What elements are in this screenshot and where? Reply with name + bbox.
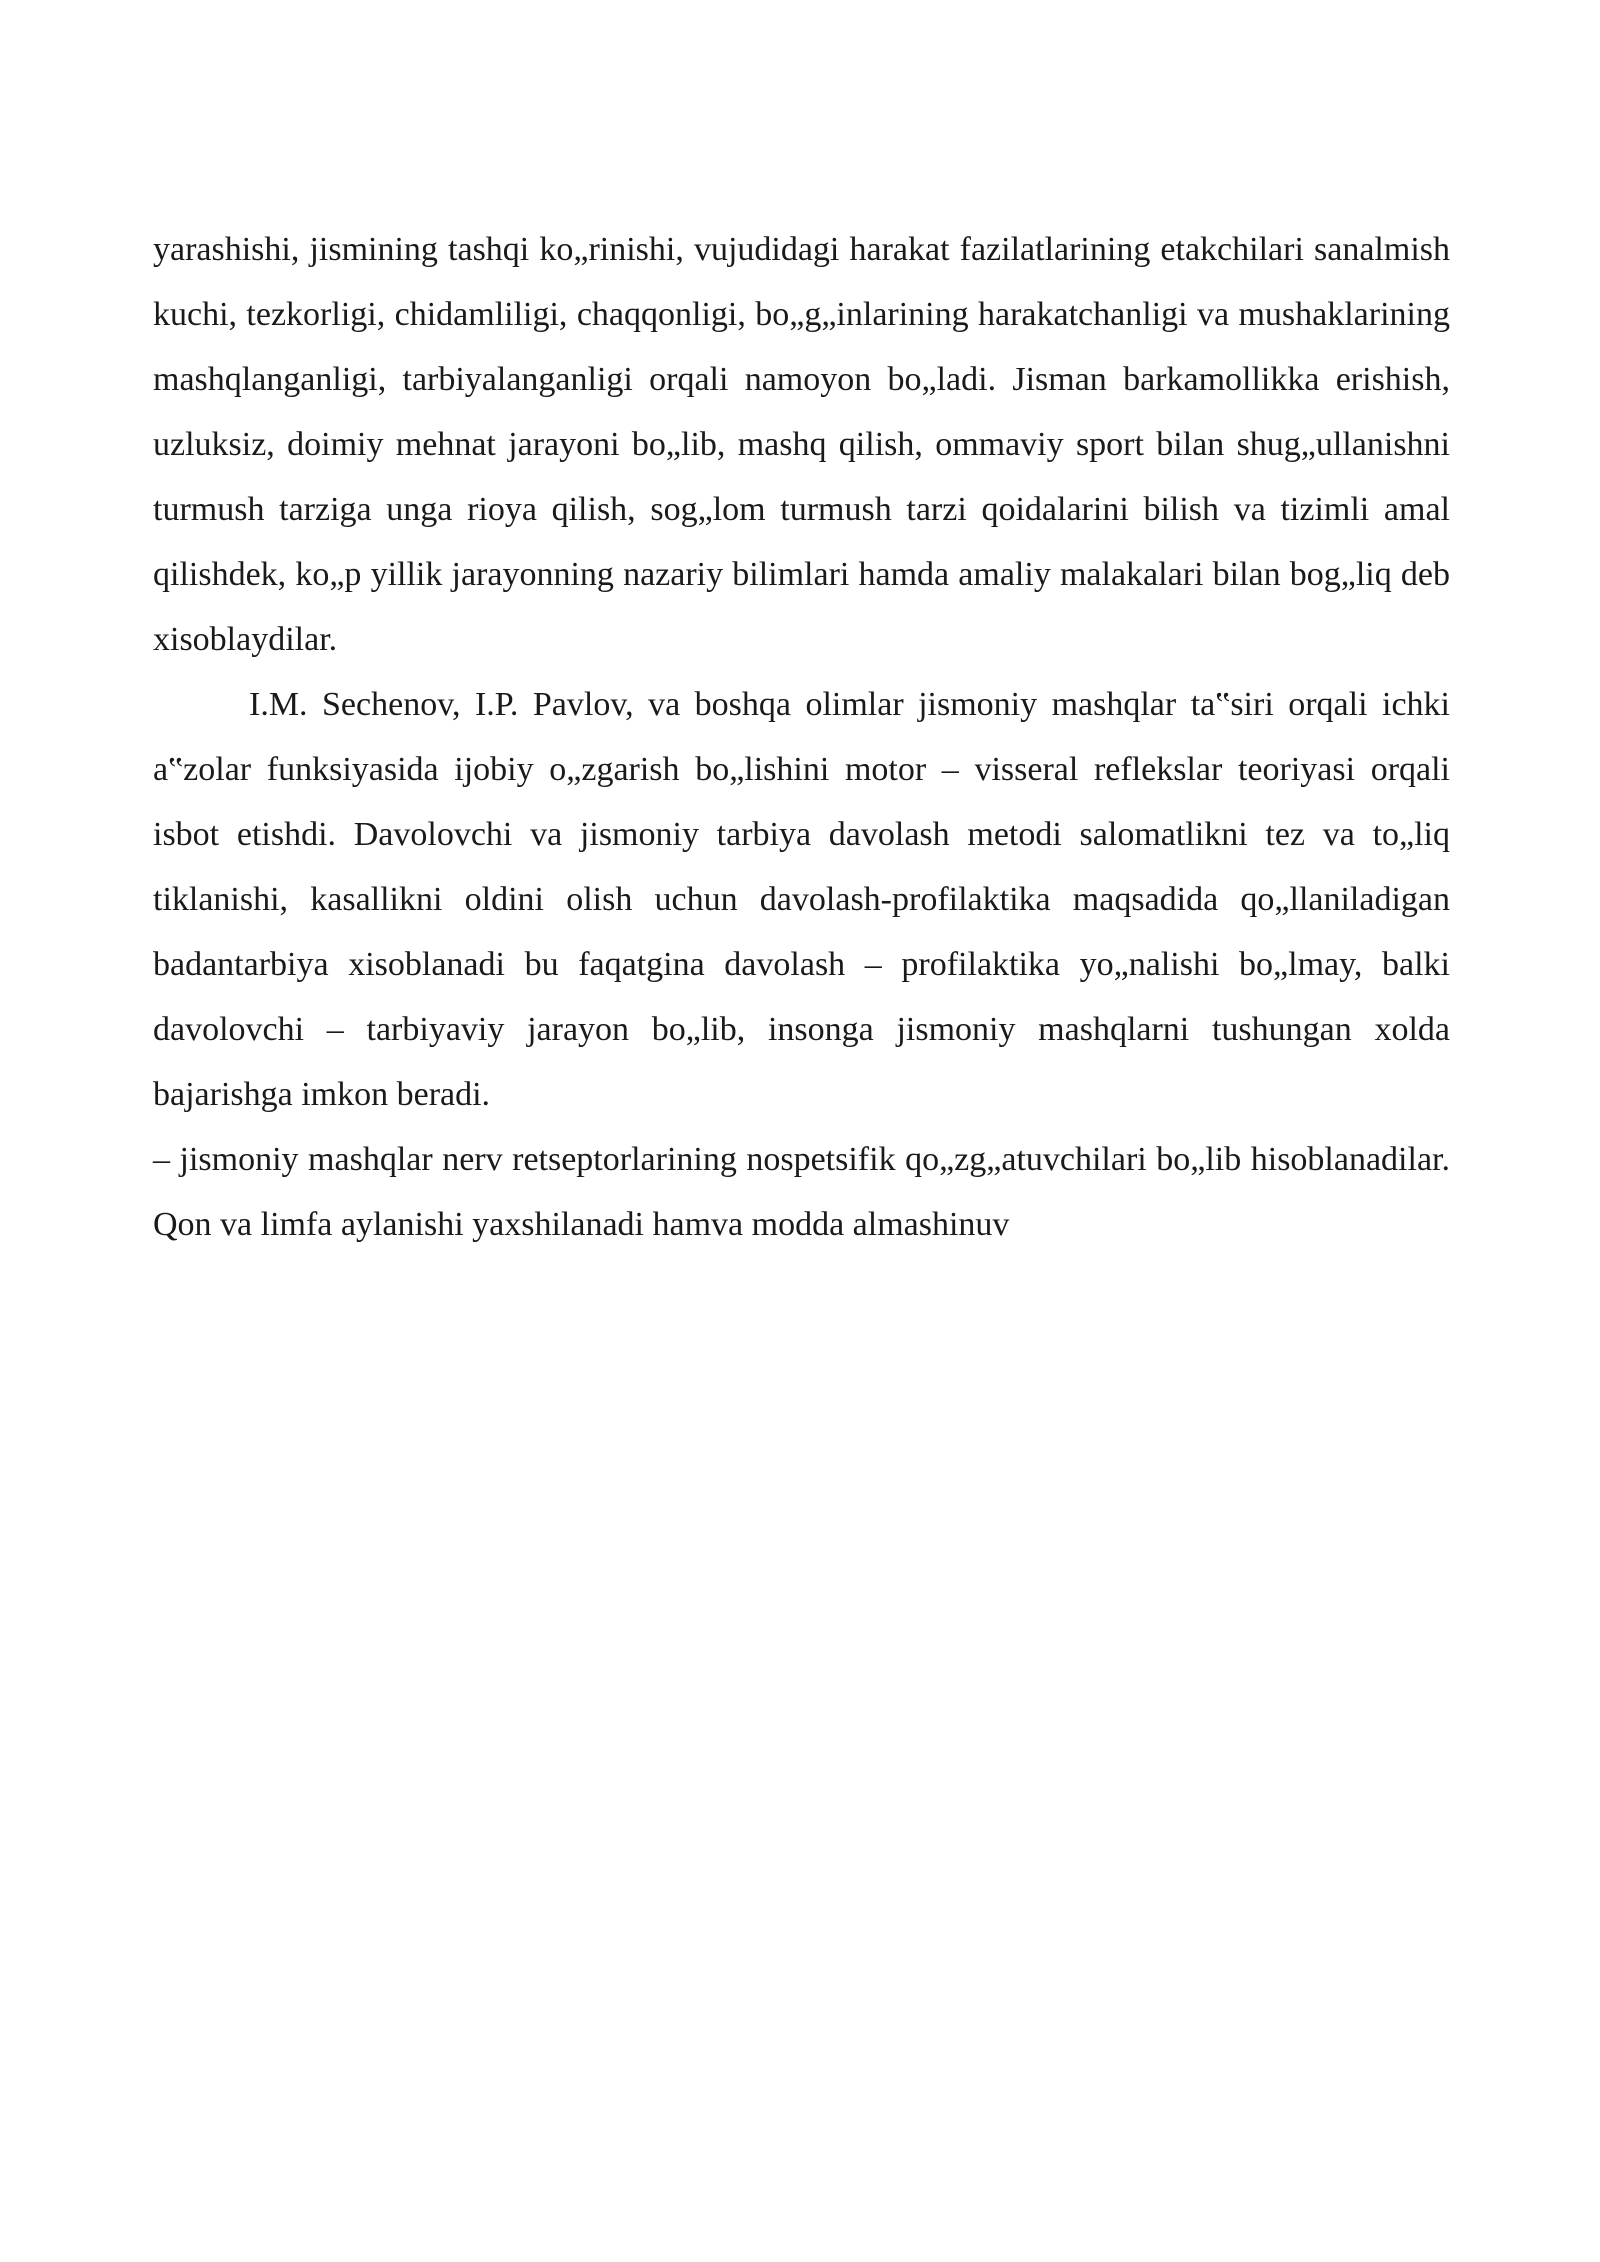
paragraph-3: – jismoniy mashqlar nerv retseptorlarining nospetsifik qo„zg„atuvchilari bo„lib hisoblanadilar. Qon va limfa aylanishi yaxshilanadi hamva modda almashinuv <box>153 1141 1450 1243</box>
body-text <box>153 217 1450 1257</box>
paragraph-1: yarashishi, jismining tashqi ko„rinishi, vujudidagi harakat fazilatlarining etakchilari sanalmish kuchi, tezkorligi, chidamliligi, chaqqonligi, bo„g„inlarining harakatchanligi va mushaklarining mashqlanganligi, tarbiyalanganligi orqali namoyon bo„ladi. Jisman barkamollikka erishish, uzluksiz, doimiy mehnat jarayoni bo„lib, mashq qilish, ommaviy sport bilan shug„ullanishni turmush tarziga unga rioya qilish, sog„lom turmush tarzi qoidalarini bilish va tizimli amal qilishdek, ko„p yillik jarayonning nazariy bilimlari hamda amaliy malakalari bilan bog„liq deb xisoblaydilar. <box>153 231 1450 658</box>
paragraph-2: I.M. Sechenov, I.P. Pavlov, va boshqa olimlar jismoniy mashqlar ta‟siri orqali ichki a‟zolar funksiyasida ijobiy o„zgarish bo„lishini motor – visseral reflekslar teoriyasi orqali isbot etishdi. Davolovchi va jismoniy tarbiya davolash metodi salomatlikni tez va to„liq tiklanishi, kasallikni oldini olish uchun davolash-profilaktika maqsadida qo„llaniladigan badantarbiya xisoblanadi bu faqatgina davolash – profilaktika yo„nalishi bo„lmay, balki davolovchi – tarbiyaviy jarayon bo„lib, insonga jismoniy mashqlarni tushungan xolda bajarishga imkon beradi. <box>153 686 1450 1113</box>
